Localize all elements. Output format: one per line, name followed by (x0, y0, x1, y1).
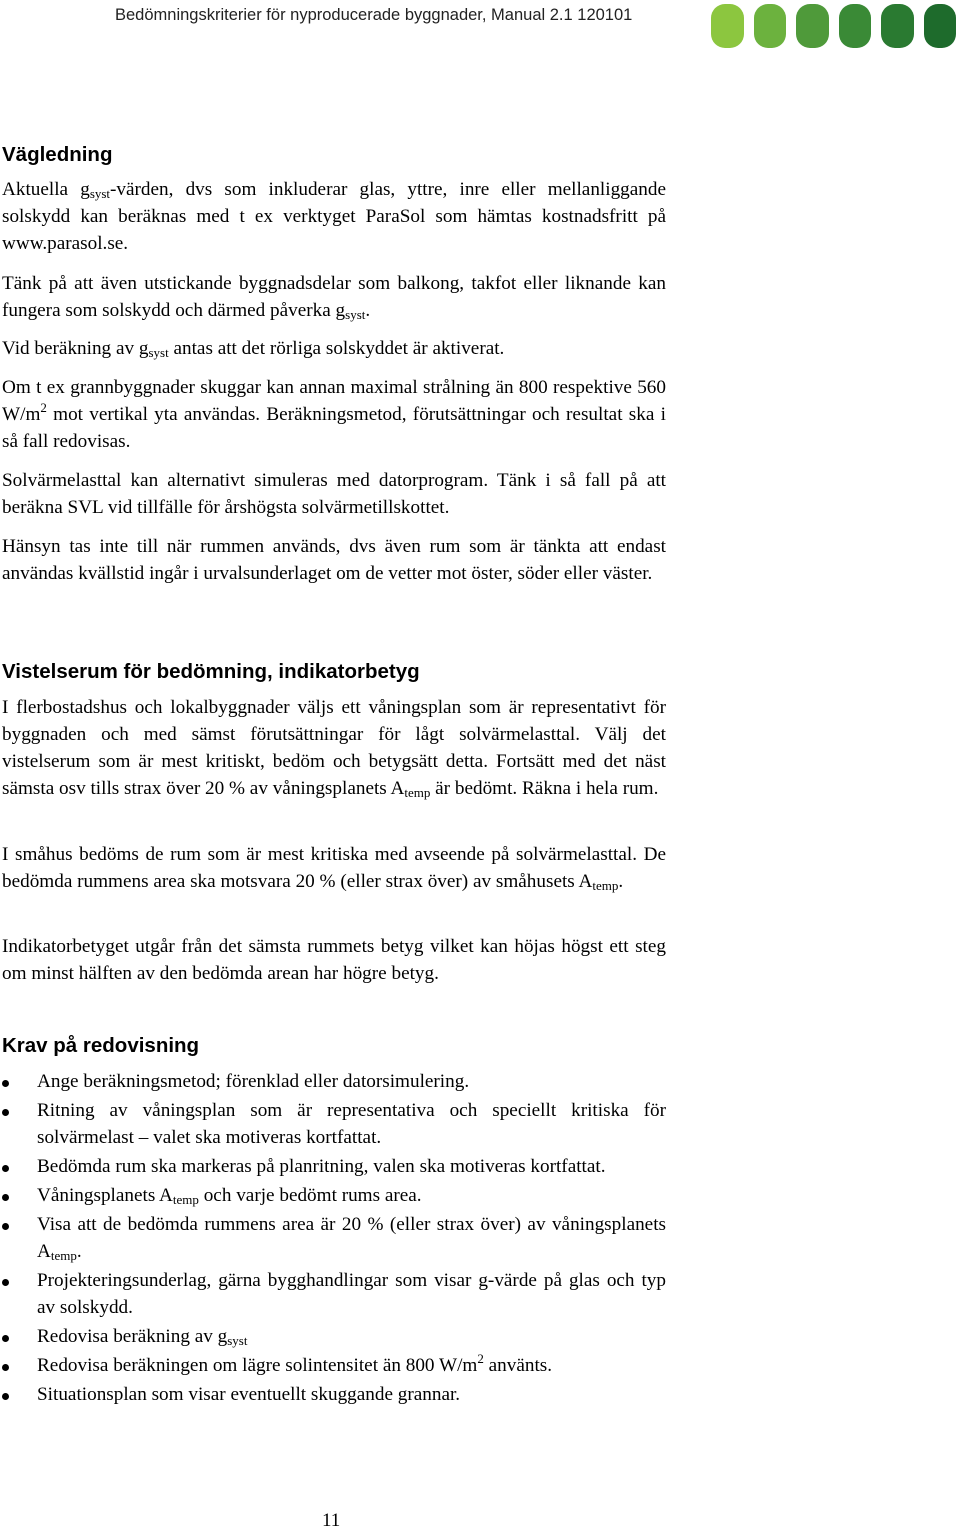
paragraph: Indikatorbetyget utgår från det sämsta rummets betyg vilket kan höjas högst ett steg om minst hälften av den bedömda arean har högre betyg. (2, 936, 666, 984)
page-number: 11 (322, 1510, 341, 1531)
bullet-icon (2, 1393, 9, 1400)
bullet-icon (2, 1223, 9, 1230)
paragraph: Om t ex grannbyggnader skuggar kan annan maximal strålning än 800 respektive 560 $W/m^2$ mot vertikal yta användas. Beräkningsmetod, förutsättningar och resultat ska i så fall redovisas. (2, 377, 666, 452)
bullet-icon (2, 1335, 9, 1342)
bullet-icon (2, 1194, 9, 1201)
bullet-icon (2, 1080, 9, 1087)
section-heading-vagledning: Vägledning (2, 143, 113, 166)
paragraph: Hänsyn tas inte till när rummen används, dvs även rum som är tänkta att endast användas kvällstid ingår i urvalsunderlaget om de vetter mot öster, söder eller väster. (2, 536, 666, 584)
list-item: Situationsplan som visar eventuellt skuggande grannar. (2, 1381, 666, 1408)
section-heading-vistelserum: Vistelserum för bedömning, indikatorbetyg (2, 660, 420, 683)
bullet-icon (2, 1165, 9, 1172)
bullet-icon (2, 1109, 9, 1116)
page-header (0, 0, 960, 52)
list-item: Våningsplanets $A_{temp}$ och varje bedömt rums area. (2, 1182, 666, 1209)
paragraph: Aktuella $g_{syst}$-värden, dvs som inkluderar glas, yttre, inre eller mellanliggande solskydd kan beräknas med t ex verktyget ParaSol som hämtas kostnadsfritt på www.parasol.se. (2, 179, 666, 254)
logo (711, 4, 956, 50)
list-item: Ritning av våningsplan som är representativa och speciellt kritiska för solvärmelast – valet ska motiveras kortfattat. (2, 1097, 666, 1151)
list-item: Ange beräkningsmetod; förenklad eller datorsimulering. (2, 1068, 666, 1095)
list-item: Bedömda rum ska markeras på planritning, valen ska motiveras kortfattat. (2, 1153, 666, 1180)
paragraph: Solvärmelasttal kan alternativt simuleras med datorprogram. Tänk i så fall på att beräkna SVL vid tillfälle för årshögsta solvärmetillskottet. (2, 470, 666, 518)
list-item: Visa att de bedömda rummens area är 20 % (eller strax över) av våningsplanets $A_{temp}$. (2, 1211, 666, 1265)
requirements-list (2, 1068, 666, 1410)
logo-square (711, 4, 744, 48)
paragraph: I småhus bedöms de rum som är mest kritiska med avseende på solvärmelasttal. De bedömda rummens area ska motsvara 20 % (eller strax över) av småhusets $A_{temp}$. (2, 844, 666, 893)
paragraph: Tänk på att även utstickande byggnadsdelar som balkong, takfot eller liknande kan fungera som solskydd och därmed påverka $g_{syst}$. (2, 273, 666, 322)
logo-square (839, 4, 872, 48)
bullet-icon (2, 1279, 9, 1286)
logo-square (796, 4, 829, 48)
header-title: Bedömningskriterier för nyproducerade byggnader, Manual 2.1 120101 (115, 6, 633, 24)
paragraph: I flerbostadshus och lokalbyggnader väljs ett våningsplan som är representativt för byggnaden och med sämst förutsättningar för lågt solvärmelasttal. Välj det vistelserum som är mest kritiskt, bedöm och betygsätt detta. Fortsätt med det näst sämsta osv tills strax över 20 % av våningsplanets $A_{temp}$ är bedömt. Räkna i hela rum. (2, 697, 666, 800)
logo-square (924, 4, 957, 48)
logo-square (754, 4, 787, 48)
bullet-icon (2, 1364, 9, 1371)
paragraph: Vid beräkning av $g_{syst}$ antas att det rörliga solskyddet är aktiverat. (2, 338, 505, 360)
section-heading-krav: Krav på redovisning (2, 1034, 200, 1057)
list-item: Projekteringsunderlag, gärna bygghandlingar som visar g-värde på glas och typ av solskydd. (2, 1267, 666, 1321)
logo-square (881, 4, 914, 48)
list-item: Redovisa beräkning av $g_{syst}$ (2, 1323, 666, 1350)
list-item: Redovisa beräkningen om lägre solintensitet än 800 $W/m^2$ använts. (2, 1352, 666, 1379)
